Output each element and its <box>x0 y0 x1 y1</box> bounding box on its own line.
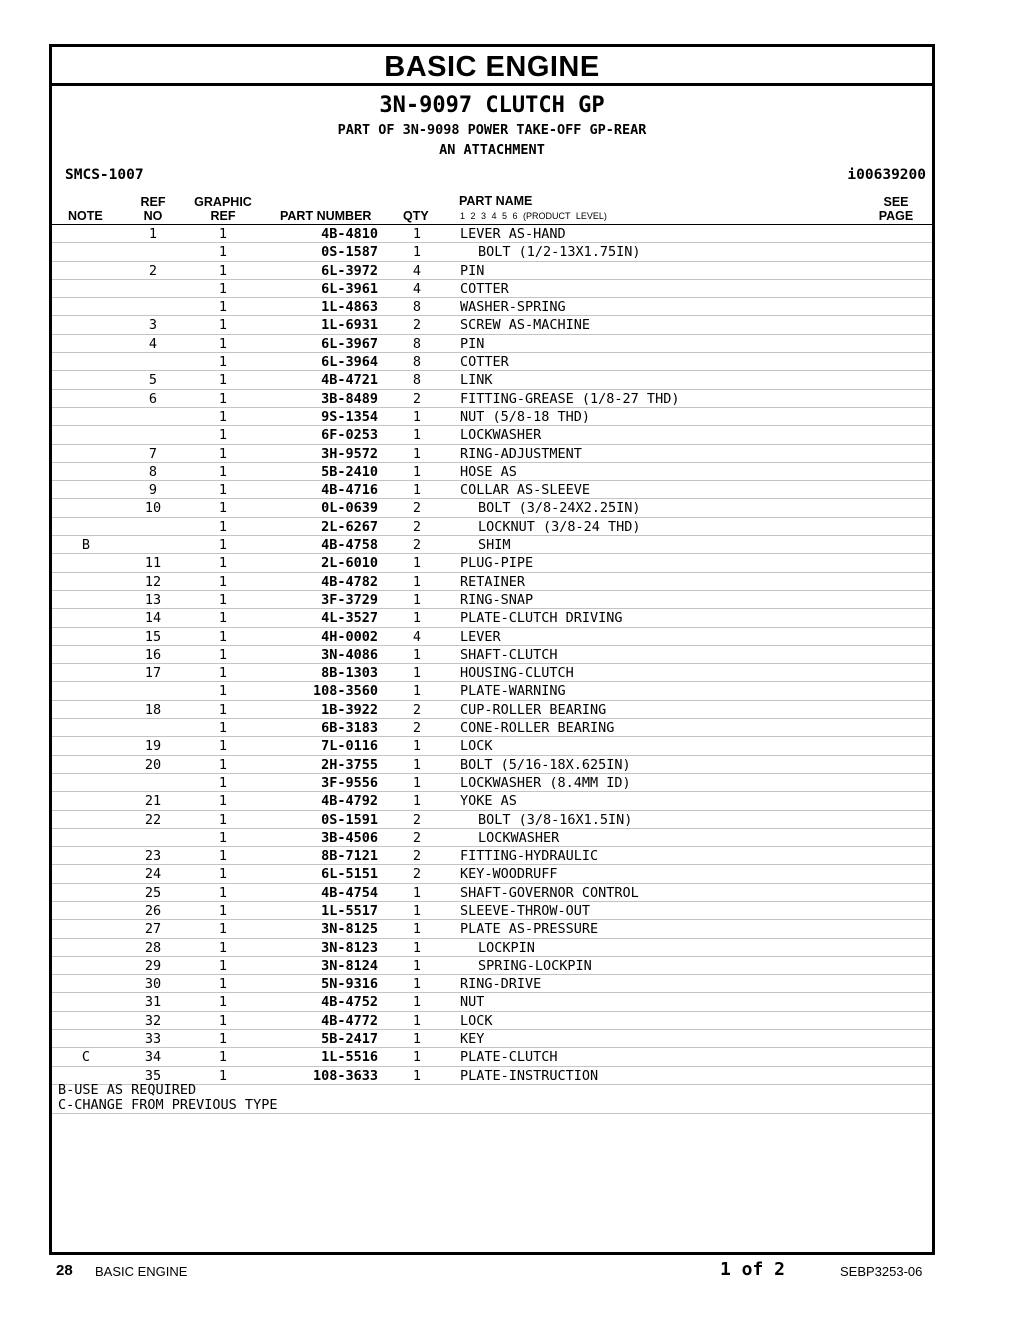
row-qty: 1 <box>412 591 422 608</box>
row-part-number: 5B-2410 <box>321 463 378 480</box>
row-ref-no: 12 <box>144 573 162 590</box>
row-ref-no: 21 <box>144 793 162 810</box>
row-note: C <box>81 1049 91 1066</box>
row-qty: 1 <box>412 738 422 755</box>
row-qty: 2 <box>412 518 422 535</box>
row-part-number: 4H-0002 <box>321 628 378 645</box>
row-part-number: 3N-4086 <box>321 646 378 663</box>
row-qty: 1 <box>412 408 422 425</box>
row-part-number: 1L-5516 <box>321 1049 378 1066</box>
row-qty: 1 <box>412 774 422 791</box>
row-qty: 1 <box>412 756 422 773</box>
row-part-number: 6B-3183 <box>321 720 378 737</box>
header-note: NOTE <box>68 209 103 223</box>
row-qty: 1 <box>412 884 422 901</box>
row-graphic-ref: 1 <box>218 262 228 279</box>
row-graphic-ref: 1 <box>218 994 228 1011</box>
row-part-name: PLATE-WARNING <box>460 683 566 700</box>
table-row <box>52 1048 932 1066</box>
row-qty: 1 <box>412 445 422 462</box>
row-part-name: PIN <box>460 262 485 279</box>
group-title: 3N-9097 CLUTCH GP <box>379 93 605 118</box>
row-part-name: CUP-ROLLER BEARING <box>460 701 607 718</box>
row-graphic-ref: 1 <box>218 848 228 865</box>
row-ref-no: 34 <box>144 1049 162 1066</box>
row-qty: 1 <box>412 427 422 444</box>
table-row <box>52 701 932 719</box>
row-part-name: LOCKWASHER (8.4MM ID) <box>460 774 631 791</box>
row-graphic-ref: 1 <box>218 445 228 462</box>
row-graphic-ref: 1 <box>218 884 228 901</box>
row-qty: 8 <box>412 335 422 352</box>
row-part-name: LOCK <box>460 1012 493 1029</box>
row-part-number: 4B-4752 <box>321 994 378 1011</box>
row-part-number: 2H-3755 <box>321 756 378 773</box>
row-part-number: 6L-3972 <box>321 262 378 279</box>
row-graphic-ref: 1 <box>218 1067 228 1084</box>
row-part-name: SHIM <box>478 537 511 554</box>
row-graphic-ref: 1 <box>218 866 228 883</box>
table-row <box>52 829 932 847</box>
row-part-name: RETAINER <box>460 573 526 590</box>
table-row <box>52 335 932 353</box>
row-graphic-ref: 1 <box>218 280 228 297</box>
row-ref-no: 26 <box>144 902 162 919</box>
row-ref-no: 27 <box>144 921 162 938</box>
row-graphic-ref: 1 <box>218 244 228 261</box>
header-see-bottom: PAGE <box>878 209 914 223</box>
row-graphic-ref: 1 <box>218 1031 228 1048</box>
table-row <box>52 865 932 883</box>
row-part-number: 0L-0639 <box>321 500 378 517</box>
table-row <box>52 792 932 810</box>
row-part-number: 5N-9316 <box>321 976 378 993</box>
header-part-number: PART NUMBER <box>280 209 372 223</box>
row-part-number: 1B-3922 <box>321 701 378 718</box>
row-graphic-ref: 1 <box>218 957 228 974</box>
row-part-number: 1L-6931 <box>321 317 378 334</box>
row-qty: 4 <box>412 280 422 297</box>
row-graphic-ref: 1 <box>218 738 228 755</box>
row-part-number: 3N-8124 <box>321 957 378 974</box>
row-ref-no: 28 <box>144 939 162 956</box>
row-part-number: 5B-2417 <box>321 1031 378 1048</box>
row-ref-no: 8 <box>148 463 158 480</box>
row-part-number: 108-3633 <box>312 1067 378 1084</box>
row-part-name: KEY <box>460 1031 485 1048</box>
row-ref-no: 5 <box>148 372 158 389</box>
subtitle-part-of: PART OF 3N-9098 POWER TAKE-OFF GP-REAR <box>337 122 647 138</box>
row-part-name: PIN <box>460 335 485 352</box>
row-part-name: BOLT (5/16-18X.625IN) <box>460 756 631 773</box>
header-part-name: PART NAME <box>459 194 533 208</box>
header-qty: QTY <box>403 209 429 223</box>
table-row <box>52 975 932 993</box>
row-ref-no: 18 <box>144 701 162 718</box>
footer-page-of: 1 of 2 <box>720 1259 786 1280</box>
row-part-name: RING-DRIVE <box>460 976 542 993</box>
row-qty: 8 <box>412 354 422 371</box>
row-part-number: 6F-0253 <box>321 427 378 444</box>
table-row <box>52 481 932 499</box>
row-part-name: FITTING-GREASE (1/8-27 THD) <box>460 390 680 407</box>
table-row <box>52 884 932 902</box>
header-product-level: 1 2 3 4 5 6 (PRODUCT LEVEL) <box>460 211 607 221</box>
row-part-number: 4B-4716 <box>321 482 378 499</box>
footer-doc-id: SEBP3253-06 <box>840 1264 923 1279</box>
row-part-name: WASHER-SPRING <box>460 299 566 316</box>
table-row <box>52 554 932 572</box>
row-part-number: 7L-0116 <box>321 738 378 755</box>
row-graphic-ref: 1 <box>218 756 228 773</box>
row-part-name: SCREW AS-MACHINE <box>460 317 591 334</box>
row-part-number: 8B-1303 <box>321 665 378 682</box>
row-part-name: NUT (5/8-18 THD) <box>460 408 591 425</box>
table-row <box>52 426 932 444</box>
row-part-number: 3N-8125 <box>321 921 378 938</box>
row-part-number: 4B-4782 <box>321 573 378 590</box>
row-ref-no: 20 <box>144 756 162 773</box>
row-ref-no: 16 <box>144 646 162 663</box>
row-qty: 2 <box>412 317 422 334</box>
row-part-name: COLLAR AS-SLEEVE <box>460 482 591 499</box>
smcs-code: SMCS-1007 <box>65 167 144 183</box>
row-part-number: 3H-9572 <box>321 445 378 462</box>
row-qty: 2 <box>412 537 422 554</box>
row-graphic-ref: 1 <box>218 390 228 407</box>
row-part-name: LOCKWASHER <box>460 427 542 444</box>
footer-page-number: 28 <box>56 1262 73 1279</box>
row-graphic-ref: 1 <box>218 683 228 700</box>
table-row <box>52 518 932 536</box>
row-qty: 1 <box>412 957 422 974</box>
row-graphic-ref: 1 <box>218 573 228 590</box>
row-graphic-ref: 1 <box>218 1049 228 1066</box>
row-qty: 8 <box>412 299 422 316</box>
parts-table-body <box>52 225 932 1085</box>
row-graphic-ref: 1 <box>218 939 228 956</box>
row-graphic-ref: 1 <box>218 829 228 846</box>
row-graphic-ref: 1 <box>218 518 228 535</box>
row-part-number: 2L-6010 <box>321 555 378 572</box>
footer-section: BASIC ENGINE <box>95 1264 188 1279</box>
row-graphic-ref: 1 <box>218 793 228 810</box>
row-qty: 1 <box>412 994 422 1011</box>
row-part-number: 2L-6267 <box>321 518 378 535</box>
row-graphic-ref: 1 <box>218 299 228 316</box>
row-graphic-ref: 1 <box>218 610 228 627</box>
table-row <box>52 811 932 829</box>
row-graphic-ref: 1 <box>218 335 228 352</box>
row-part-number: 6L-5151 <box>321 866 378 883</box>
notes-block <box>52 1082 932 1114</box>
row-part-number: 0S-1591 <box>321 811 378 828</box>
row-part-number: 8B-7121 <box>321 848 378 865</box>
row-qty: 2 <box>412 811 422 828</box>
row-qty: 1 <box>412 976 422 993</box>
row-part-name: SHAFT-GOVERNOR CONTROL <box>460 884 639 901</box>
row-ref-no: 32 <box>144 1012 162 1029</box>
row-graphic-ref: 1 <box>218 463 228 480</box>
row-graphic-ref: 1 <box>218 482 228 499</box>
table-row <box>52 463 932 481</box>
row-part-number: 4B-4758 <box>321 537 378 554</box>
row-graphic-ref: 1 <box>218 372 228 389</box>
row-ref-no: 31 <box>144 994 162 1011</box>
row-part-name: SLEEVE-THROW-OUT <box>460 902 591 919</box>
row-qty: 2 <box>412 866 422 883</box>
row-part-name: RING-SNAP <box>460 591 534 608</box>
row-part-number: 3F-9556 <box>321 774 378 791</box>
row-part-name: COTTER <box>460 354 509 371</box>
row-part-name: LOCK <box>460 738 493 755</box>
row-graphic-ref: 1 <box>218 317 228 334</box>
table-row <box>52 957 932 975</box>
row-qty: 2 <box>412 390 422 407</box>
row-qty: 1 <box>412 573 422 590</box>
row-part-number: 3F-3729 <box>321 591 378 608</box>
row-ref-no: 22 <box>144 811 162 828</box>
row-part-number: 9S-1354 <box>321 408 378 425</box>
row-ref-no: 33 <box>144 1031 162 1048</box>
table-row <box>52 243 932 261</box>
row-part-name: LEVER AS-HAND <box>460 226 566 242</box>
row-ref-no: 4 <box>148 335 158 352</box>
row-graphic-ref: 1 <box>218 811 228 828</box>
header-ref-bottom: NO <box>143 209 163 223</box>
table-row <box>52 445 932 463</box>
row-ref-no: 17 <box>144 665 162 682</box>
row-part-name: YOKE AS <box>460 793 517 810</box>
row-qty: 1 <box>412 939 422 956</box>
row-graphic-ref: 1 <box>218 902 228 919</box>
row-ref-no: 7 <box>148 445 158 462</box>
row-part-name: RING-ADJUSTMENT <box>460 445 582 462</box>
table-row <box>52 902 932 920</box>
row-ref-no: 23 <box>144 848 162 865</box>
row-ref-no: 9 <box>148 482 158 499</box>
row-ref-no: 13 <box>144 591 162 608</box>
table-row <box>52 536 932 554</box>
row-qty: 2 <box>412 720 422 737</box>
section-title: BASIC ENGINE <box>52 47 932 86</box>
table-row <box>52 628 932 646</box>
row-part-name: SPRING-LOCKPIN <box>478 957 592 974</box>
row-qty: 1 <box>412 226 422 242</box>
table-row <box>52 280 932 298</box>
header-graphic-bottom: REF <box>210 209 236 223</box>
row-ref-no: 14 <box>144 610 162 627</box>
table-row <box>52 390 932 408</box>
row-part-number: 0S-1587 <box>321 244 378 261</box>
row-graphic-ref: 1 <box>218 427 228 444</box>
table-row <box>52 993 932 1011</box>
column-header <box>52 190 932 225</box>
row-qty: 8 <box>412 372 422 389</box>
table-row <box>52 408 932 426</box>
row-graphic-ref: 1 <box>218 774 228 791</box>
row-part-name: PLATE-CLUTCH <box>460 1049 558 1066</box>
row-note: B <box>81 537 91 554</box>
row-qty: 4 <box>412 262 422 279</box>
header-ref-top: REF <box>140 195 166 209</box>
row-qty: 1 <box>412 665 422 682</box>
row-ref-no: 29 <box>144 957 162 974</box>
row-part-name: FITTING-HYDRAULIC <box>460 848 599 865</box>
row-graphic-ref: 1 <box>218 921 228 938</box>
row-part-name: PLATE-CLUTCH DRIVING <box>460 610 623 627</box>
row-qty: 1 <box>412 1031 422 1048</box>
note-c: C-CHANGE FROM PREVIOUS TYPE <box>58 1097 278 1113</box>
row-ref-no: 6 <box>148 390 158 407</box>
row-qty: 1 <box>412 902 422 919</box>
row-graphic-ref: 1 <box>218 591 228 608</box>
row-part-name: COTTER <box>460 280 509 297</box>
row-qty: 1 <box>412 244 422 261</box>
row-part-name: BOLT (1/2-13X1.75IN) <box>478 244 641 261</box>
note-b: B-USE AS REQUIRED <box>58 1082 197 1098</box>
row-qty: 1 <box>412 1012 422 1029</box>
row-ref-no: 35 <box>144 1067 162 1084</box>
table-row <box>52 573 932 591</box>
row-ref-no: 30 <box>144 976 162 993</box>
row-part-name: LOCKPIN <box>478 939 535 956</box>
row-qty: 2 <box>412 829 422 846</box>
table-row <box>52 664 932 682</box>
row-part-name: HOUSING-CLUTCH <box>460 665 574 682</box>
row-part-name: KEY-WOODRUFF <box>460 866 558 883</box>
table-row <box>52 920 932 938</box>
row-qty: 1 <box>412 683 422 700</box>
table-row <box>52 646 932 664</box>
row-graphic-ref: 1 <box>218 500 228 517</box>
row-ref-no: 3 <box>148 317 158 334</box>
row-part-name: LINK <box>460 372 493 389</box>
row-qty: 1 <box>412 463 422 480</box>
row-ref-no: 1 <box>148 226 158 242</box>
row-part-name: LOCKNUT (3/8-24 THD) <box>478 518 641 535</box>
row-graphic-ref: 1 <box>218 354 228 371</box>
row-part-number: 3B-8489 <box>321 390 378 407</box>
illustration-id: i00639200 <box>847 167 926 183</box>
row-ref-no: 19 <box>144 738 162 755</box>
row-part-name: NUT <box>460 994 485 1011</box>
row-part-name: BOLT (3/8-24X2.25IN) <box>478 500 641 517</box>
row-qty: 1 <box>412 610 422 627</box>
row-graphic-ref: 1 <box>218 665 228 682</box>
row-graphic-ref: 1 <box>218 408 228 425</box>
row-graphic-ref: 1 <box>218 976 228 993</box>
subtitle-attachment: AN ATTACHMENT <box>439 142 545 158</box>
table-row <box>52 316 932 334</box>
row-ref-no: 2 <box>148 262 158 279</box>
row-qty: 1 <box>412 1049 422 1066</box>
row-qty: 2 <box>412 848 422 865</box>
row-ref-no: 25 <box>144 884 162 901</box>
row-part-name: SHAFT-CLUTCH <box>460 646 558 663</box>
row-part-number: 108-3560 <box>312 683 378 700</box>
row-part-number: 6L-3964 <box>321 354 378 371</box>
table-row <box>52 1012 932 1030</box>
row-part-name: HOSE AS <box>460 463 517 480</box>
row-graphic-ref: 1 <box>218 720 228 737</box>
table-row <box>52 353 932 371</box>
table-row <box>52 298 932 316</box>
table-row <box>52 499 932 517</box>
row-part-name: PLATE AS-PRESSURE <box>460 921 599 938</box>
table-row <box>52 225 932 243</box>
row-part-name: PLUG-PIPE <box>460 555 534 572</box>
table-row <box>52 847 932 865</box>
table-row <box>52 682 932 700</box>
row-part-number: 6L-3967 <box>321 335 378 352</box>
row-part-number: 4B-4772 <box>321 1012 378 1029</box>
row-qty: 1 <box>412 482 422 499</box>
row-ref-no: 15 <box>144 628 162 645</box>
table-row <box>52 1030 932 1048</box>
row-part-number: 3N-8123 <box>321 939 378 956</box>
row-qty: 1 <box>412 793 422 810</box>
table-row <box>52 262 932 280</box>
table-row <box>52 774 932 792</box>
row-part-number: 4L-3527 <box>321 610 378 627</box>
row-part-number: 1L-4863 <box>321 299 378 316</box>
row-graphic-ref: 1 <box>218 555 228 572</box>
row-part-number: 4B-4754 <box>321 884 378 901</box>
row-part-number: 1L-5517 <box>321 902 378 919</box>
row-ref-no: 24 <box>144 866 162 883</box>
row-ref-no: 11 <box>144 555 162 572</box>
table-row <box>52 719 932 737</box>
row-graphic-ref: 1 <box>218 537 228 554</box>
header-graphic-top: GRAPHIC <box>194 195 252 209</box>
header-see-top: SEE <box>883 195 909 209</box>
table-row <box>52 609 932 627</box>
row-part-number: 3B-4506 <box>321 829 378 846</box>
row-part-number: 4B-4810 <box>321 226 378 242</box>
row-qty: 1 <box>412 555 422 572</box>
row-qty: 1 <box>412 646 422 663</box>
row-graphic-ref: 1 <box>218 701 228 718</box>
row-qty: 2 <box>412 500 422 517</box>
table-row <box>52 939 932 957</box>
row-part-name: BOLT (3/8-16X1.5IN) <box>478 811 633 828</box>
row-part-number: 4B-4721 <box>321 372 378 389</box>
row-graphic-ref: 1 <box>218 646 228 663</box>
row-part-number: 4B-4792 <box>321 793 378 810</box>
row-part-name: PLATE-INSTRUCTION <box>460 1067 599 1084</box>
row-part-name: LOCKWASHER <box>478 829 560 846</box>
row-part-name: CONE-ROLLER BEARING <box>460 720 615 737</box>
row-graphic-ref: 1 <box>218 226 228 242</box>
table-row <box>52 737 932 755</box>
row-qty: 2 <box>412 701 422 718</box>
row-qty: 1 <box>412 921 422 938</box>
table-row <box>52 591 932 609</box>
table-row <box>52 371 932 389</box>
table-row <box>52 756 932 774</box>
row-graphic-ref: 1 <box>218 628 228 645</box>
parts-frame <box>49 44 935 1255</box>
row-part-name: LEVER <box>460 628 501 645</box>
row-qty: 1 <box>412 1067 422 1084</box>
row-graphic-ref: 1 <box>218 1012 228 1029</box>
row-part-number: 6L-3961 <box>321 280 378 297</box>
row-ref-no: 10 <box>144 500 162 517</box>
row-qty: 4 <box>412 628 422 645</box>
